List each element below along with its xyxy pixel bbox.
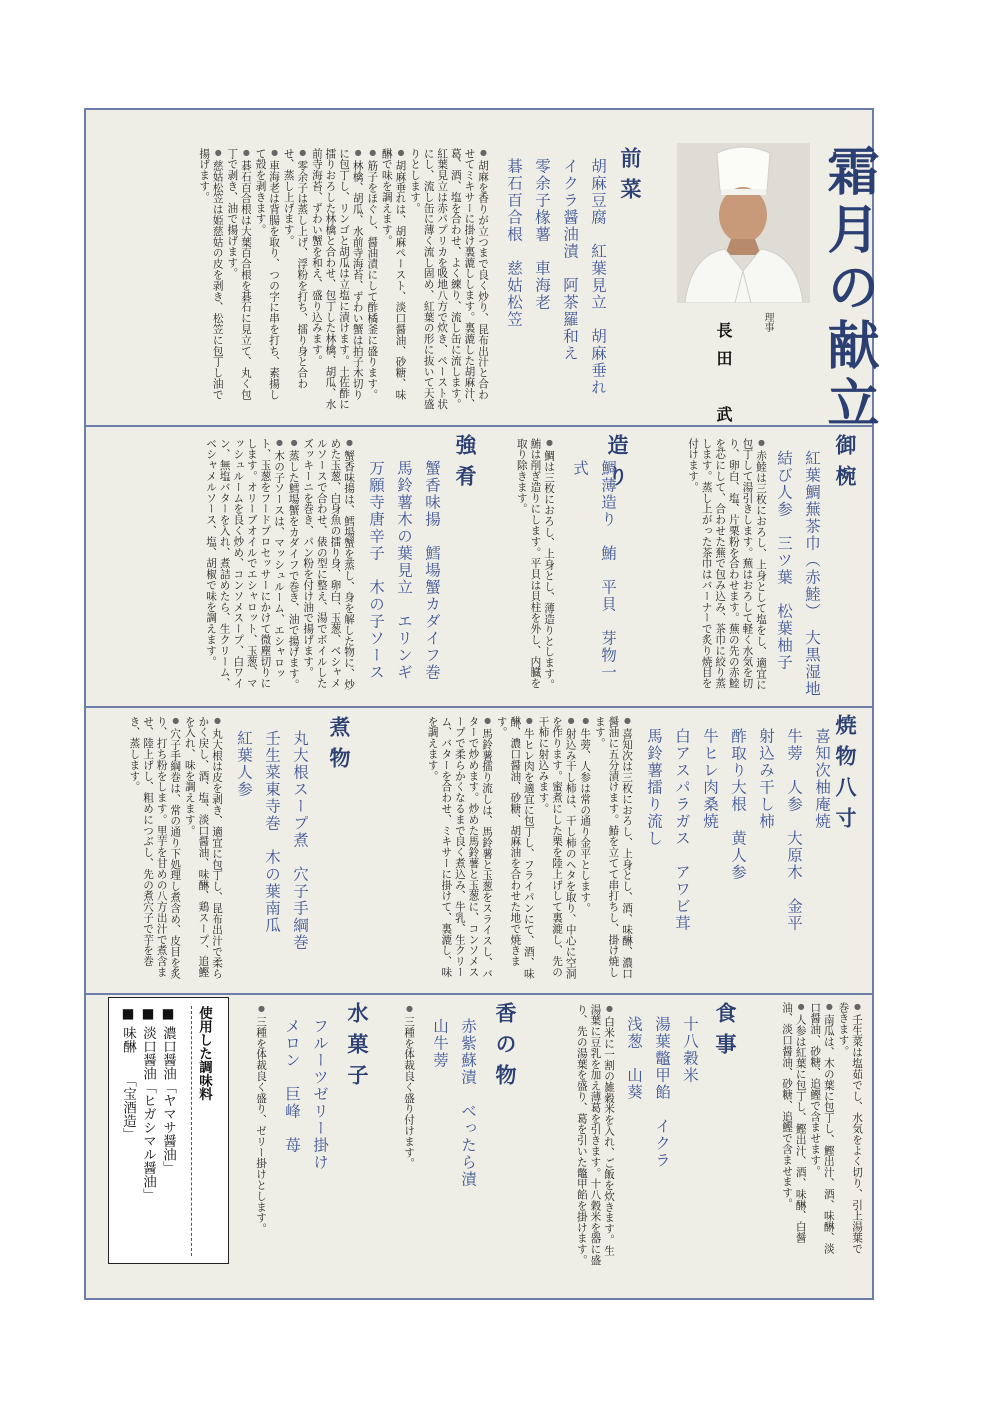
heading-kounomono: 香の物 xyxy=(493,1002,517,1095)
dishes-zensai xyxy=(500,158,612,398)
dish-item: 丸大根スープ煮 穴子手綱巻 xyxy=(291,730,309,951)
notes-shiizakana xyxy=(148,438,356,696)
chef-photo xyxy=(677,143,810,303)
dish-item: 白アスパラガス アワビ茸 xyxy=(673,728,691,932)
note-item: ● 胡麻を香りが立つまで良く炒り、昆布出汁と合わせてミキサーに掛け裏漉しします。裏漉した胡麻汁、葛、酒、塩を合わせ、よく練り、流し缶に流します。紅葉見立は赤パプリカを吸地八方で炊き、ペースト状にし、流し缶に薄く流し固め、紅葉の形に抜いて天盛りとします。 xyxy=(407,148,490,410)
notes-shokuji xyxy=(536,1004,616,1266)
dishes-yakimono xyxy=(640,728,836,980)
note-item: ● 喜知次は三枚におろし、上身とし、酒、味醂、濃口醤油に五分漬けます。鰆を立てて串打ちし、掛け焼します。 xyxy=(592,716,634,984)
note-item: ● 蒸した鱈場蟹をカダイフで巻き、油で揚げます。 xyxy=(286,438,301,696)
row-divider-3 xyxy=(84,993,874,995)
seasonings-divider xyxy=(191,1006,192,1256)
note-item: ● 胡麻垂れは、胡麻ペースト、淡口醤油、砂糖、味醂で味を調えます。 xyxy=(379,148,407,410)
dish-item: 酢取り大根 黄人参 xyxy=(729,728,747,881)
dish-item: 馬鈴薯木の葉見立 エリンギ xyxy=(395,460,413,681)
seasoning-item: ■ 淡口醤油「ヒガシマル醤油」 xyxy=(140,1006,156,1202)
heading-mizugashi: 水菓子 xyxy=(345,1002,369,1095)
dish-item: 湯葉鼈甲餡 イクラ xyxy=(653,1016,671,1169)
dish-item: 赤紫蘇漬 べったら漬 xyxy=(459,1018,477,1188)
dish-item: 牛ヒレ肉桑焼 xyxy=(701,728,719,830)
note-item: ● 蟹香味揚は、鱈場蟹を蒸し、身を解した物に、炒めた玉葱、白身魚の擂り身、卵白、玉葱、ベシャメルソースで合わせ、俵の型に整え、湯でボイルしたズッキーニを巻き、パン粉を付け油で揚げます。 xyxy=(301,438,356,696)
dish-item: 十八穀米 xyxy=(681,1016,699,1084)
note-item: ● 射込み干し柿は、干し柿のヘタを取り、中心に空洞を作ります。蜜煮にした栗を陸上げして裏漉し、先の干柿に射込みます。 xyxy=(536,716,578,984)
heading-zensai: 前菜 xyxy=(618,147,642,209)
dish-item: 鯛薄造り 鮪 平貝 芽物一式 xyxy=(571,460,617,681)
chef-name: 長田 武 xyxy=(714,322,733,434)
note-item: ● 三種を体裁良く盛り、ゼリー掛けとします。 xyxy=(253,1004,268,1266)
note-item: ● 南瓜は、木の葉に包丁し、鰹出汁、酒、味醂、淡口醤油、砂糖、追鰹で含ませます。 xyxy=(808,1002,836,1264)
notes-zensai xyxy=(92,148,490,410)
dish-item: 碁石百合根 慈姑松笠 xyxy=(505,158,523,328)
notes-kounomono xyxy=(392,1004,416,1266)
note-item: ● 鯛は三枚におろし、上身とし、薄造りとします。鮪は削ぎ造りにします。平貝は貝柱を外し、内臓を取り除きます。 xyxy=(514,438,556,696)
notes-tsukuri xyxy=(500,438,556,696)
dish-item: 結び人参 三ツ葉 松葉柚子 xyxy=(775,450,793,671)
seasonings-list xyxy=(118,1006,178,1256)
dishes-mizugashi xyxy=(278,1018,334,1258)
notes-owan xyxy=(672,438,768,696)
dish-item: 零余子椽薯 車海老 xyxy=(533,158,551,311)
note-item: ● 穴子手綱巻は、常の通り下処理し煮含め、皮目を炙り、打ち粉をします。里芋を甘めの八方出汁で煮含ませ、陸上げし、粗めにつぶし、先の煮穴子で芋を巻き、蒸します。 xyxy=(127,716,182,984)
dish-item: 浅葱 山葵 xyxy=(625,1016,643,1101)
dish-item: 壬生菜東寺巻 木の葉南瓜 xyxy=(263,730,281,934)
dish-item: 蟹香味揚 鱈場蟹カダイフ巻 xyxy=(423,460,441,681)
note-item: ● 丸大根は皮を剥き、適宜に包丁し、昆布出汁で柔らかく戻し、酒、塩、淡口醤油、味醂、鶏スープ、追鰹を入れ、味を調えます。 xyxy=(182,716,224,984)
note-item: ● 三種を体裁良く盛り付けます。 xyxy=(401,1004,416,1266)
dishes-shiizakana xyxy=(362,460,446,696)
dish-item: 紅葉人参 xyxy=(235,730,253,798)
note-item: ● 白米に一割の雑穀米を入れ、ご飯を炊きます。生湯葉に豆乳を加え薄葛を引きます。十八穀米を器に盛り、先の湯葉を盛り、葛を引いた鼈甲餡を掛けます。 xyxy=(574,1004,616,1266)
row-divider-2 xyxy=(84,706,874,708)
note-item: ● 木の子ソースは、マッシュルーム、エシャロット、玉葱をフードプロセッサーにかけて微塵切りにします。オリーブオイルでエシャロット、玉葱、マッシュルームを良く炒め、コンソメスープ、白ワイン、無塩バターを入れ、煮詰めたら、生クリーム、ベシャメルソース、塩、胡椒で味を調えます。 xyxy=(203,438,286,696)
heading-shiizakana: 強肴 xyxy=(453,434,477,496)
note-item: ● 零余子は蒸し上げ、浮粉を打ち、擂り身と合わせ、蒸し上げます。 xyxy=(281,148,309,410)
dishes-kounomono xyxy=(426,1018,482,1258)
dishes-shokuji xyxy=(620,1016,704,1260)
dish-item: 馬鈴薯擂り流し xyxy=(645,728,663,847)
note-item: ● 牛ヒレ肉を適宜に包丁し、フライパンにて、酒、味醂、濃口醤油、砂糖、胡麻油を合わせた地で焼きます。 xyxy=(494,716,536,984)
heading-yakimono: 焼物八寸 xyxy=(833,714,857,838)
heading-shokuji: 食事 xyxy=(713,1002,737,1064)
note-item: ● 赤鯥は三枚におろし、上身として塩をし、適宜に包丁して湯引きします。蕪はおろして軽く水気を切り、卵白、塩、片栗粉を合わせます。蕪の先の赤鯥を芯にして、合わせた蕪で包み込み、茶巾に絞り蒸します。蒸し上がった茶巾はバーナーで炙り焼目を付けます。 xyxy=(685,438,768,696)
dish-item: 山牛蒡 xyxy=(431,1018,449,1069)
note-item: ● 車海老は背腸を取り、つの字に串を打ち、素揚して殻を剥きます。 xyxy=(253,148,281,410)
notes-nimono-b xyxy=(752,1002,864,1264)
note-item: ● 馬鈴薯擂り流しは、馬鈴薯と玉葱をスライスし、バターで炒めます。炒めた馬鈴薯と玉葱に、コンソメスープで柔らかくなるまで良く煮込み、牛乳、生クリーム、バターを合わせ、ミキサーに掛けて、裏漉し、味を調えます。 xyxy=(425,716,494,984)
dish-item: 射込み干し柿 xyxy=(757,728,775,830)
seasoning-item: ■ 濃口醤油「ヤマサ醤油」 xyxy=(160,1006,176,1175)
note-item: ● 慈姑松笠は姫慈姑の皮を剥き、松笠に包丁し油で揚げます。 xyxy=(197,148,225,410)
dish-item: メロン 巨峰 苺 xyxy=(283,1018,301,1154)
dishes-nimono xyxy=(230,730,314,980)
note-item: ● 碁石百合根は大葉百合根を碁石に見立て、丸く包丁で剥き、油で揚げます。 xyxy=(225,148,253,410)
heading-tsukuri: 造り xyxy=(605,434,629,496)
seasonings-title: 使用した調味料 xyxy=(196,1006,212,1101)
row-divider-1 xyxy=(84,425,874,427)
note-item: ● 林檎、胡瓜、水前寺海苔、ずわい蟹は拍子木切りに包丁し、リンゴと胡瓜は立塩に漬けます。土佐酢に擂りおろした林檎と合わせ、包丁した林檎、胡瓜、水前寺海苔、ずわい蟹を和え、盛り込みます。 xyxy=(309,148,364,410)
dish-item: 牛蒡 人参 大原木 金平 xyxy=(785,728,803,932)
note-item: ● 牛蒡、人参は常の通り金平とします。 xyxy=(578,716,593,984)
heading-nimono: 煮物 xyxy=(327,716,351,778)
notes-yakimono xyxy=(366,716,634,984)
note-item: ● 筋子をほぐし、醤油漬にして酢橘釜に盛ります。 xyxy=(365,148,380,410)
note-item: ● 人参は紅葉に包丁し、鰹出汁、酒、味醂、白醤油、淡口醤油、砂糖、追鰹で含ませます。 xyxy=(779,1002,807,1264)
dishes-tsukuri xyxy=(566,460,622,696)
notes-nimono-a xyxy=(92,716,224,984)
page-title: 霜月の献立 xyxy=(818,144,879,434)
notes-mizugashi xyxy=(244,1004,268,1266)
note-item: ● 壬生菜は塩茹でし、水気をよく切り、引上湯葉で巻きます。 xyxy=(836,1002,864,1264)
dish-item: 万願寺唐辛子 木の子ソース xyxy=(367,460,385,681)
dishes-owan xyxy=(770,450,826,702)
seasoning-item: ■ 味醂 「宝酒造」 xyxy=(120,1006,136,1142)
heading-owan: 御椀 xyxy=(833,434,857,496)
dish-item: フルーツゼリー掛け xyxy=(311,1018,329,1171)
chef-role: 理事 xyxy=(762,312,773,332)
dish-item: 喜知次柚庵焼 xyxy=(813,728,831,830)
dish-item: イクラ醤油漬 阿茶羅和え xyxy=(561,158,579,362)
dish-item: 紅葉鯛蕪茶巾（赤鯥） 大黒湿地 xyxy=(803,450,821,698)
dish-item: 胡麻豆腐 紅葉見立 胡麻垂れ xyxy=(589,158,607,396)
